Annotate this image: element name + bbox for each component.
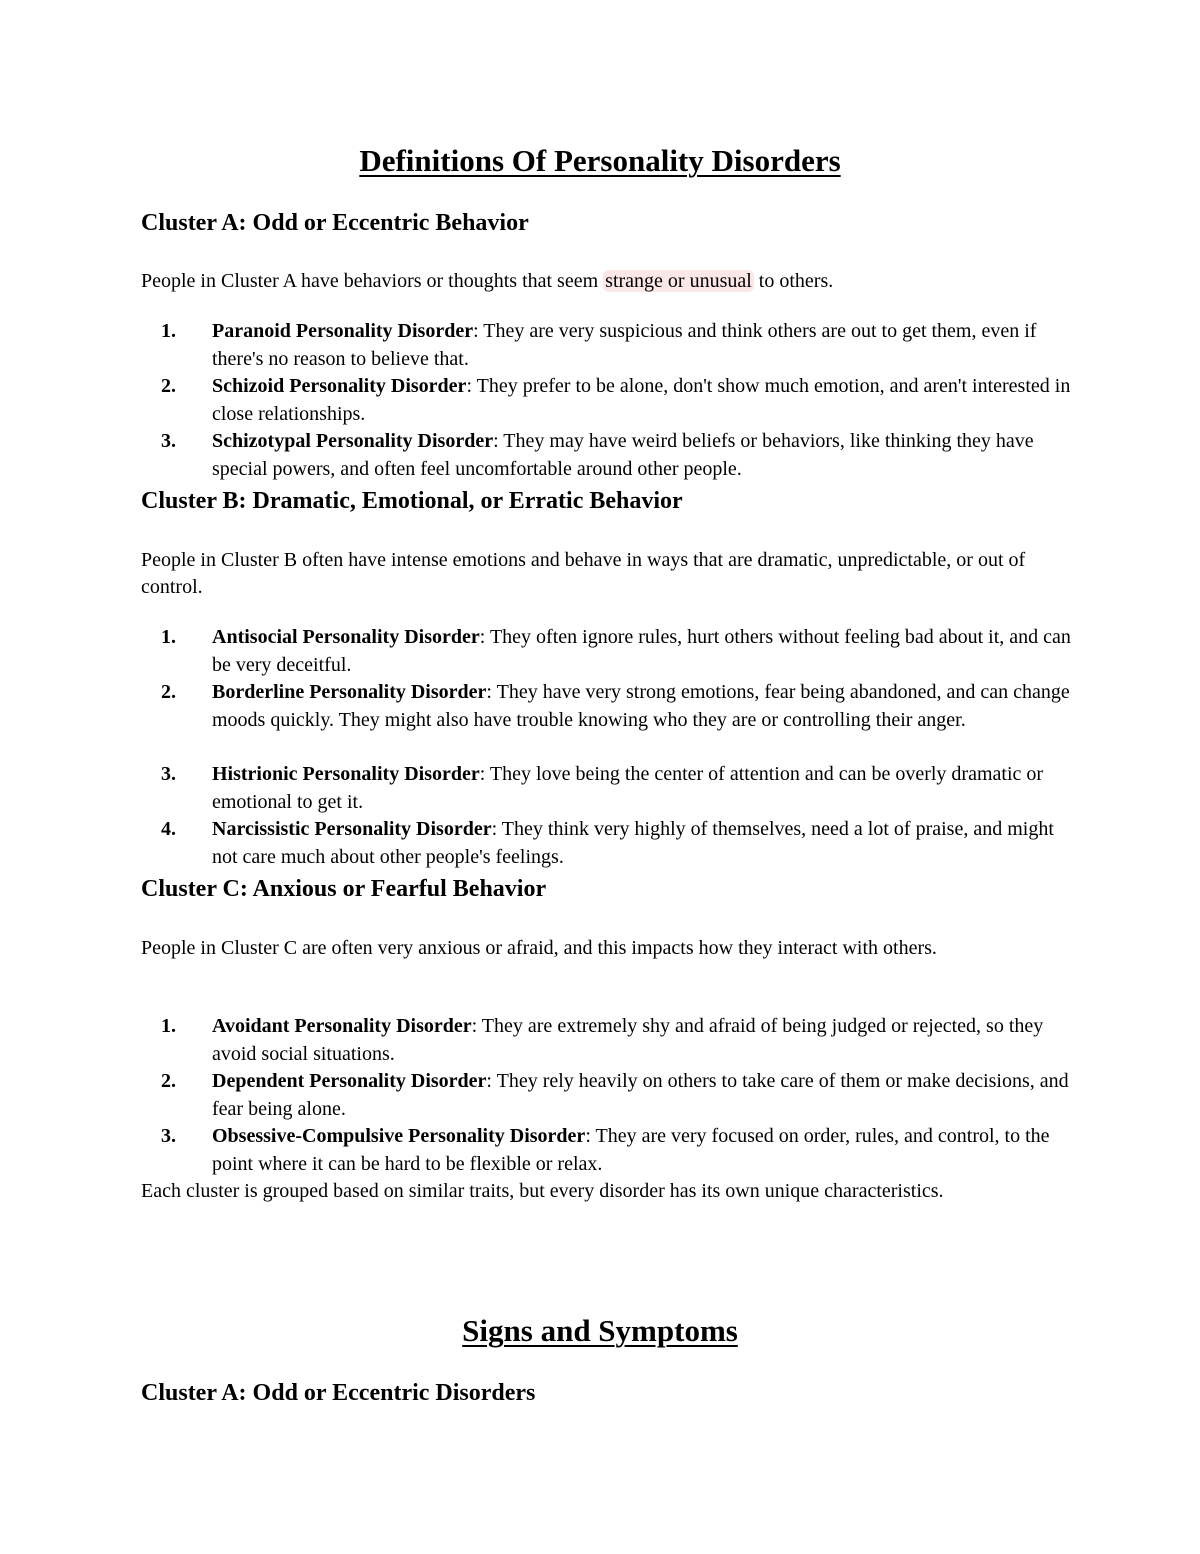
cluster-c-heading: Cluster C: Anxious or Fearful Behavior bbox=[141, 876, 547, 902]
cluster-c-intro: People in Cluster C are often very anxious or afraid, and this impacts how they interact with others. bbox=[141, 937, 937, 959]
document-page: Definitions Of Personality Disorders Cluster A: Odd or Eccentric Behavior People in Cluster A have behaviors or thoughts that seem strange or unusual to others. 1. Paranoid Personality Disorder: They are very suspicious and think others are out to get them, even if there's no reason to believe that. 2. Schizoid Personality Disorder: They prefer to be alone, don't show much emotion, and aren't interested in close relationships. 3. Schizotypal Personality Disorder: They may have weird beliefs or behaviors, like thinking they have special powers, and often feel uncomfortable around other people. Cluster B: Dramatic, Emotional, or Erratic Behavior People in Cluster B often have intense emotions and behave in ways that are dramatic, unpredictable, or out of control. 1. Antisocial Personality Disorder: They often ignore rules, hurt others without feeling bad about it, and can be very deceitful. 2. Borderline Personality Disorder: They have very strong emotions, fear being abandoned, and can change moods quickly. They might also have trouble knowing who they are or controlling their anger. 3. Histrionic Personality Disorder: They love being the center of attention and can be overly dramatic or emotional to get it. 4. Narcissistic Personality Disorder: They think very highly of themselves, need a lot of praise, and might not care much about other people's feelings. Cluster C: Anxious or Fearful Behavior People in Cluster C are often very anxious or afraid, and this impacts how they interact with others. 1. Avoidant Personality Disorder: They are extremely shy and afraid of being judged or rejected, so they avoid social situations. 2. Dependent Personality Disorder: They rely heavily on others to take care of them or make decisions, and fear being alone. 3. Obsessive-Compulsive Personality Disorder: They are very focused on order, rules, and control, to the point where it can be hard to be flexible or relax. Each cluster is grouped based on similar traits, but every disorder has its own unique characteristics. Signs and Symptoms Cluster A: Odd or Eccentric Disorders bbox=[0, 0, 1200, 1554]
cluster-b-heading: Cluster B: Dramatic, Emotional, or Erratic Behavior bbox=[141, 488, 683, 514]
signs-cluster-a-heading: Cluster A: Odd or Eccentric Disorders bbox=[141, 1380, 536, 1406]
page-title: Definitions Of Personality Disorders bbox=[359, 143, 841, 178]
highlighted-phrase: strange or unusual bbox=[605, 270, 752, 292]
closing-paragraph: Each cluster is grouped based on similar traits, but every disorder has its own unique characteristics. bbox=[141, 1180, 944, 1202]
cluster-b-intro: People in Cluster B often have intense emotions and behave in ways that are dramatic, unpredictable, or out of control. bbox=[141, 549, 1026, 598]
section-title-signs: Signs and Symptoms bbox=[462, 1313, 738, 1348]
cluster-a-heading: Cluster A: Odd or Eccentric Behavior bbox=[141, 210, 529, 236]
cluster-a-intro: People in Cluster A have behaviors or thoughts that seem strange or unusual to others. bbox=[141, 270, 834, 292]
